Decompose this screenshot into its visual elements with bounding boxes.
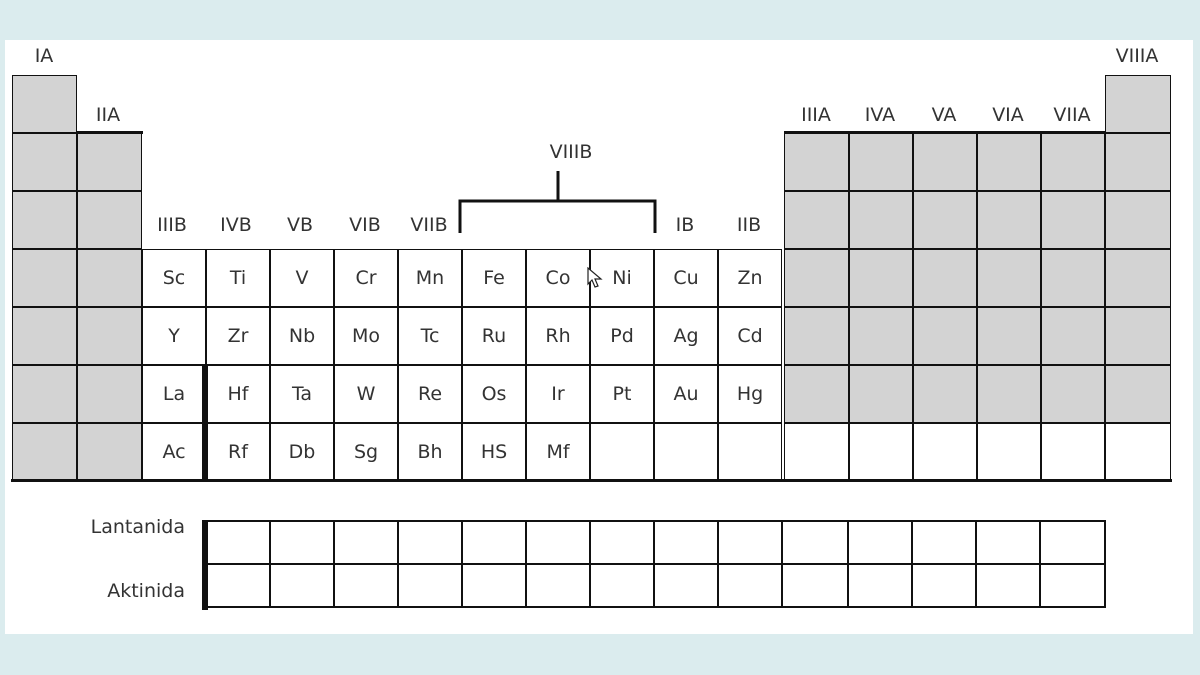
table-cell	[1105, 307, 1171, 365]
table-cell	[77, 307, 142, 365]
table-cell	[913, 307, 977, 365]
table-cell	[1105, 365, 1171, 423]
table-cell	[849, 249, 913, 307]
element-cell: Pt	[590, 365, 654, 423]
group-label-IVB: IVB	[220, 214, 252, 236]
element-cell: Ni	[590, 249, 654, 307]
table-cell	[784, 307, 849, 365]
element-cell: Mn	[398, 249, 462, 307]
element-cell: Pd	[590, 307, 654, 365]
group-label-IIB: IIB	[736, 214, 762, 236]
viiib-bracket	[455, 165, 665, 235]
element-cell: Nb	[270, 307, 334, 365]
element-cell: Mf	[526, 423, 590, 481]
table-cell	[77, 133, 142, 191]
table-cell	[977, 423, 1041, 481]
table-cell	[1105, 133, 1171, 191]
group-label-IIA: IIA	[95, 104, 121, 126]
element-cell: Zr	[206, 307, 270, 365]
table-cell	[977, 249, 1041, 307]
table-cell	[12, 365, 77, 423]
element-cell: La	[142, 365, 206, 423]
table-cell	[784, 191, 849, 249]
element-cell: V	[270, 249, 334, 307]
table-cell	[913, 249, 977, 307]
element-cell: Fe	[462, 249, 526, 307]
table-cell	[1105, 423, 1171, 481]
table-cell	[913, 191, 977, 249]
table-cell	[12, 133, 77, 191]
table-cell	[1041, 307, 1105, 365]
element-cell: Hg	[718, 365, 782, 423]
table-cell	[1041, 191, 1105, 249]
mouse-pointer-icon	[587, 267, 603, 289]
group-label-VIIIA: VIIIA	[1115, 45, 1159, 67]
element-cell: Db	[270, 423, 334, 481]
element-cell: Ac	[142, 423, 206, 481]
element-cell: Ta	[270, 365, 334, 423]
group-label-IB: IB	[675, 214, 695, 236]
element-cell: Cu	[654, 249, 718, 307]
group-label-VIIIB: VIIIB	[549, 141, 593, 163]
group-label-VIIA: VIIA	[1053, 104, 1091, 126]
table-cell	[913, 423, 977, 481]
element-cell: Co	[526, 249, 590, 307]
element-cell: Sg	[334, 423, 398, 481]
table-cell	[784, 365, 849, 423]
element-cell: Rh	[526, 307, 590, 365]
element-cell: Mo	[334, 307, 398, 365]
element-cell: Ru	[462, 307, 526, 365]
f-block-divider	[202, 365, 208, 482]
element-cell: Ag	[654, 307, 718, 365]
table-cell	[1041, 365, 1105, 423]
table-cell	[784, 423, 849, 481]
table-cell	[77, 191, 142, 249]
table-cell	[849, 365, 913, 423]
element-cell: Tc	[398, 307, 462, 365]
element-cell: Cd	[718, 307, 782, 365]
lanthanides-label: Lantanida	[90, 516, 185, 538]
element-cell: Rf	[206, 423, 270, 481]
element-cell: Cr	[334, 249, 398, 307]
element-cell: Zn	[718, 249, 782, 307]
element-cell: Y	[142, 307, 206, 365]
group-label-IVA: IVA	[864, 104, 896, 126]
table-cell	[977, 133, 1041, 191]
group-label-VB: VB	[286, 214, 314, 236]
table-cell	[977, 307, 1041, 365]
table-cell	[913, 133, 977, 191]
group-label-VIA: VIA	[992, 104, 1024, 126]
element-cell: Au	[654, 365, 718, 423]
table-cell	[1041, 249, 1105, 307]
element-cell: Re	[398, 365, 462, 423]
f-block-grid	[202, 520, 1108, 610]
element-cell	[590, 423, 654, 481]
table-cell	[784, 249, 849, 307]
element-cell: W	[334, 365, 398, 423]
f-block-table	[202, 520, 1108, 610]
table-cell	[1041, 133, 1105, 191]
element-cell: HS	[462, 423, 526, 481]
table-cell	[1105, 75, 1171, 133]
table-cell	[977, 365, 1041, 423]
table-cell	[1041, 423, 1105, 481]
element-cell: Sc	[142, 249, 206, 307]
element-cell: Ir	[526, 365, 590, 423]
element-cell: Bh	[398, 423, 462, 481]
table-cell	[77, 365, 142, 423]
table-cell	[12, 249, 77, 307]
table-cell	[12, 75, 77, 133]
table-cell	[784, 133, 849, 191]
periodic-table-sheet	[5, 40, 1193, 634]
cut-off-caption	[405, 627, 1055, 634]
group-label-IIIB: IIIB	[157, 214, 187, 236]
element-cell	[654, 423, 718, 481]
table-top-border-d	[784, 131, 1106, 134]
element-cell: Os	[462, 365, 526, 423]
element-cell: Ti	[206, 249, 270, 307]
group-label-VA: VA	[931, 104, 957, 126]
table-cell	[1105, 249, 1171, 307]
table-cell	[849, 191, 913, 249]
table-cell	[12, 191, 77, 249]
table-cell	[1105, 191, 1171, 249]
table-cell	[849, 423, 913, 481]
actinides-label: Aktinida	[107, 580, 185, 602]
table-top-border-d	[77, 131, 143, 134]
element-cell	[718, 423, 782, 481]
group-label-IA: IA	[34, 45, 54, 67]
group-label-VIB: VIB	[349, 214, 381, 236]
element-cell: Hf	[206, 365, 270, 423]
table-bottom-border	[11, 479, 1172, 482]
group-label-VIIB: VIIB	[410, 214, 448, 236]
table-cell	[77, 249, 142, 307]
table-cell	[12, 423, 77, 481]
table-cell	[849, 133, 913, 191]
group-label-IIIA: IIIA	[801, 104, 831, 126]
table-cell	[12, 307, 77, 365]
table-cell	[849, 307, 913, 365]
table-cell	[977, 191, 1041, 249]
table-cell	[77, 423, 142, 481]
table-cell	[913, 365, 977, 423]
